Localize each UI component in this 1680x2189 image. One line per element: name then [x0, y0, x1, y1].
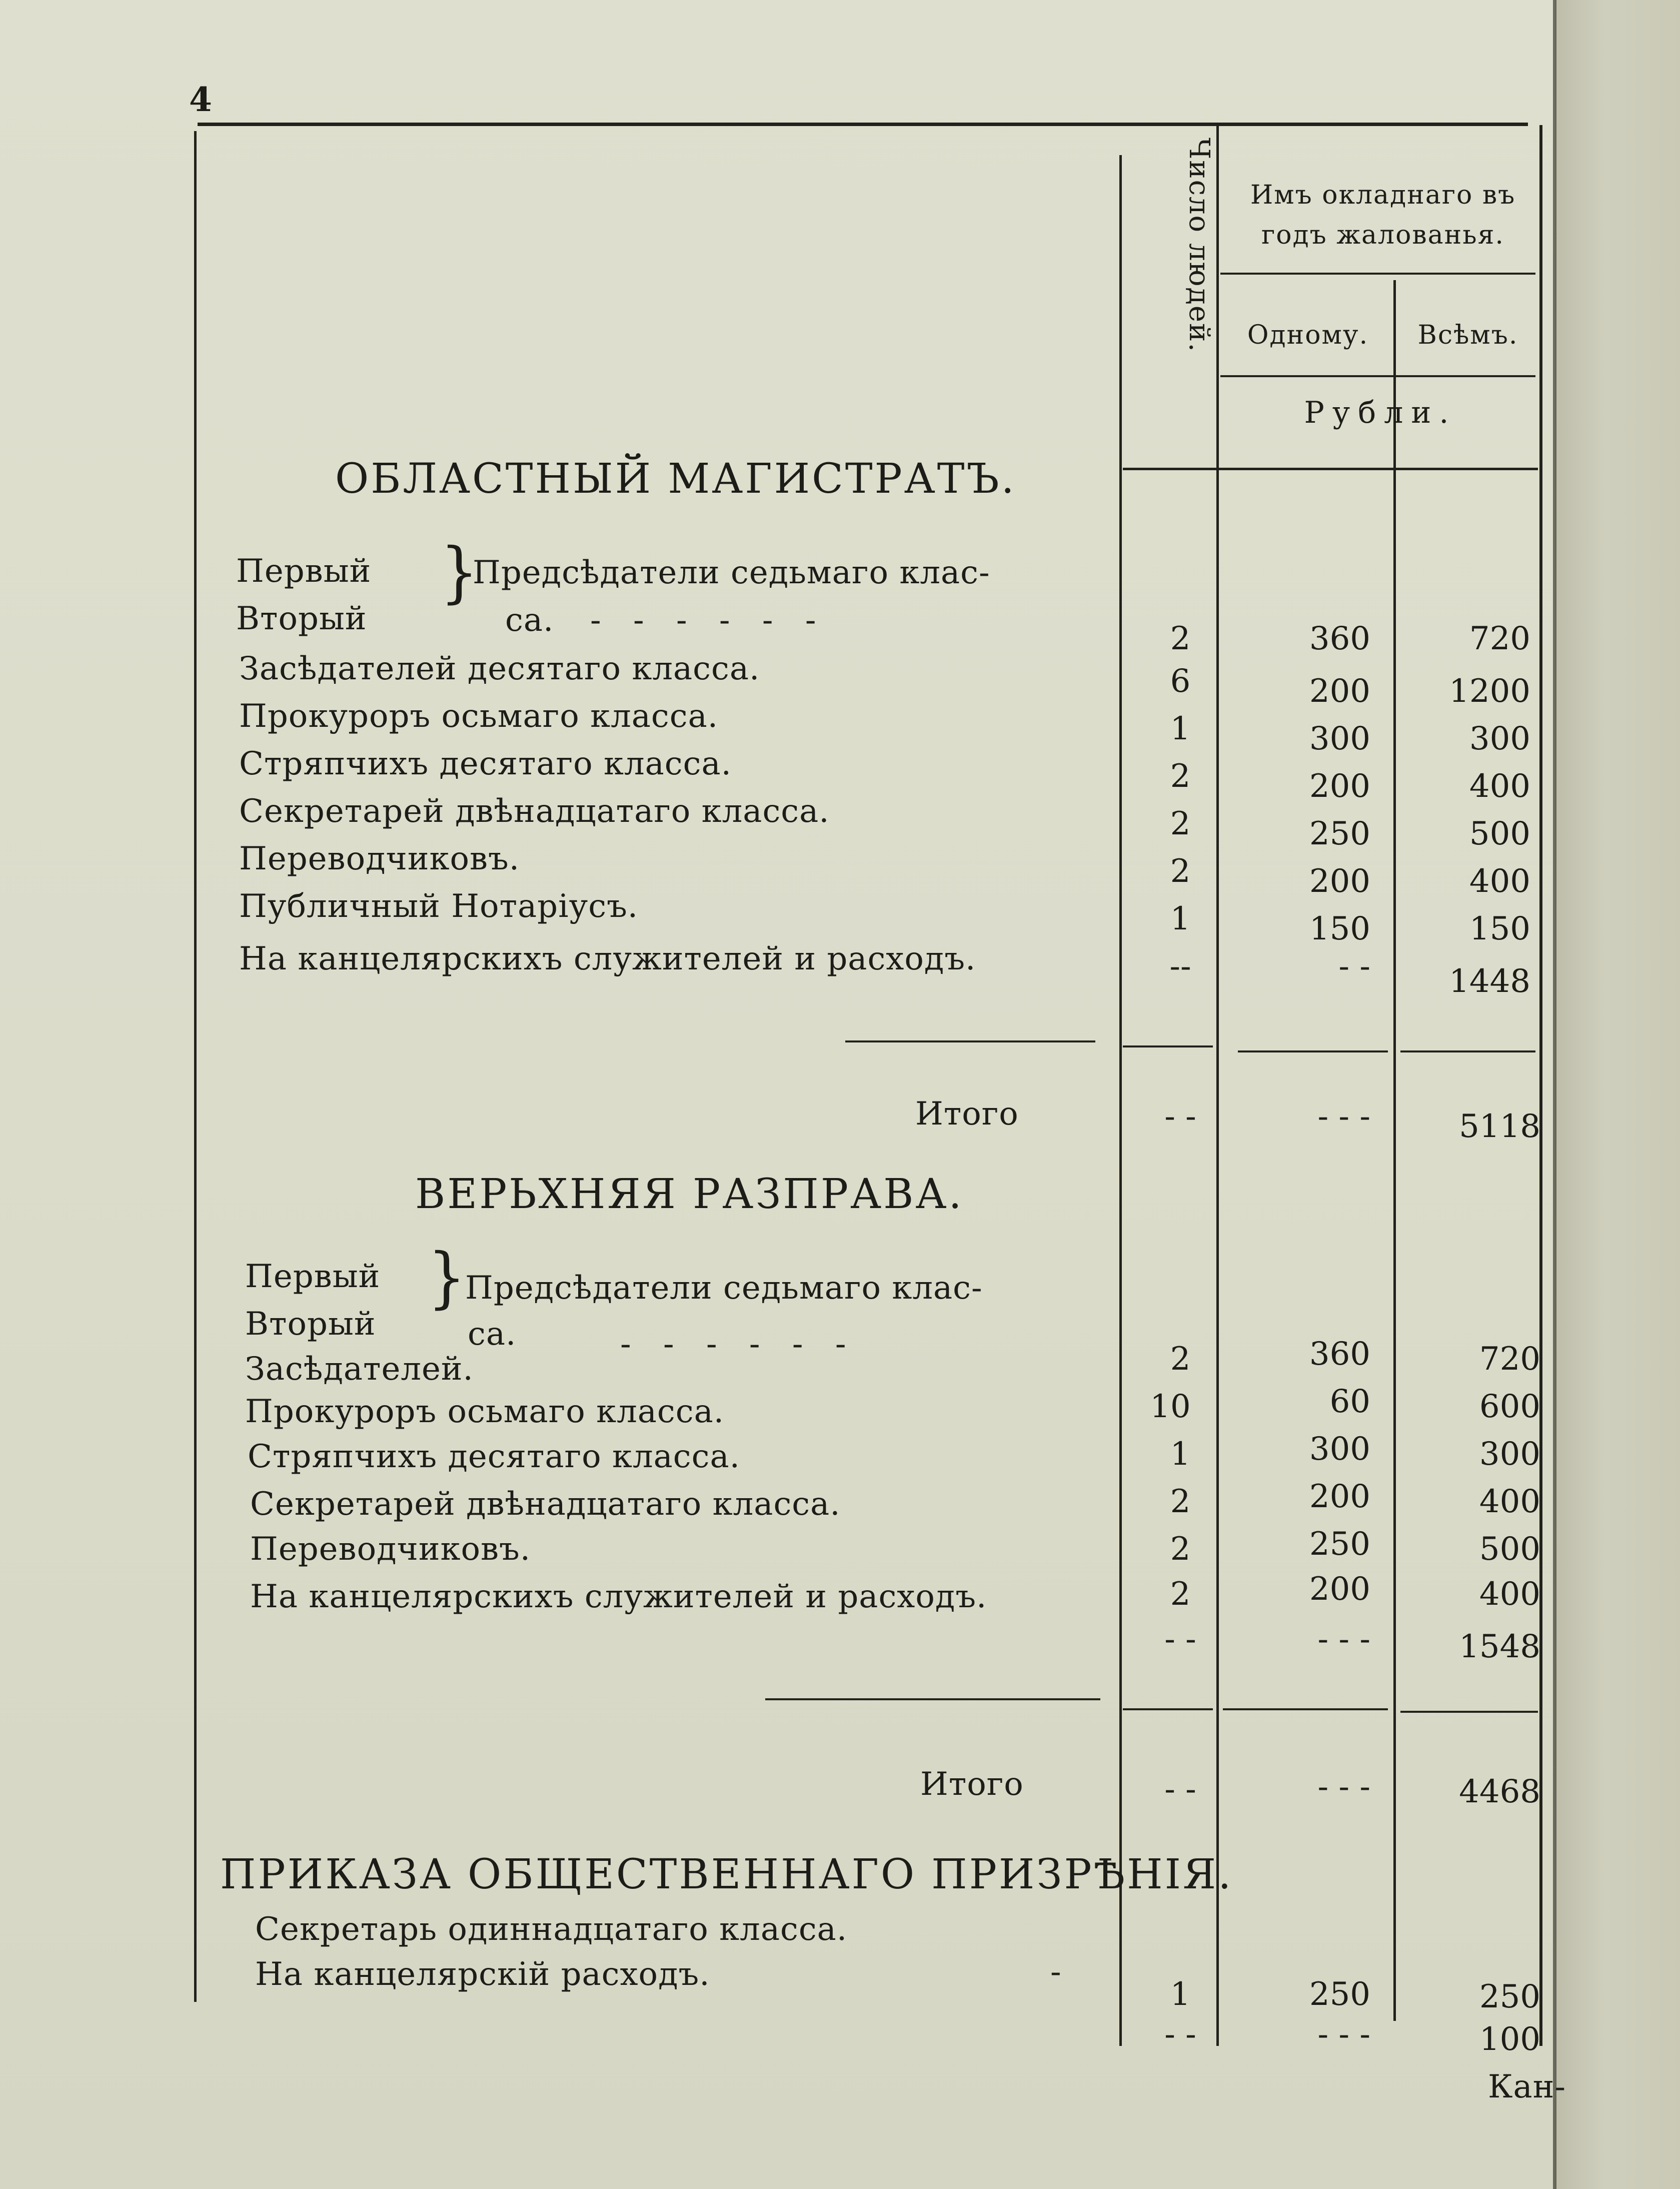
- all-cell: 1548: [1459, 1628, 1540, 1665]
- row-label: Стряпчихъ десятаго класса.: [239, 745, 732, 782]
- count-cell: 2: [1170, 1341, 1191, 1378]
- chair-second: Вторый: [245, 1306, 376, 1343]
- sum-rule: [1238, 1050, 1388, 1052]
- one-cell: 250: [1309, 1526, 1370, 1563]
- count-col-right-rule: [1216, 125, 1219, 2046]
- all-cell: 720: [1479, 1341, 1540, 1378]
- count-cell: 2: [1170, 1576, 1191, 1613]
- one-cell: 300: [1309, 1431, 1370, 1468]
- one-cell: 300: [1309, 720, 1370, 757]
- sum-rule: [765, 1698, 1100, 1700]
- all-cell: 400: [1479, 1576, 1540, 1613]
- sum-rule: [1400, 1050, 1535, 1052]
- count-cell: - -: [1164, 1098, 1196, 1135]
- chair-text: Предсѣдатели седьмаго клас-: [465, 1270, 983, 1307]
- count-cell: 2: [1170, 853, 1191, 890]
- section-title: ПРИКАЗА ОБЩЕСТВЕННАГО ПРИЗРѢНІЯ.: [220, 1851, 1233, 1898]
- header-rule-1: [1220, 273, 1535, 275]
- catchword: Кан-: [1488, 2068, 1566, 2105]
- count-cell: - -: [1164, 1621, 1196, 1658]
- one-cell: 200: [1309, 768, 1370, 805]
- all-cell: 720: [1469, 620, 1530, 657]
- count-cell: 2: [1170, 758, 1191, 795]
- row-label: На канцелярскій расходъ.: [255, 1956, 710, 1993]
- leader-dots: - - - - - -: [590, 602, 827, 639]
- count-cell: - -: [1164, 2016, 1196, 2053]
- all-header: Всѣмъ.: [1417, 320, 1518, 350]
- count-cell: 1: [1170, 1436, 1191, 1473]
- one-cell: 360: [1309, 620, 1370, 657]
- all-cell: 300: [1469, 720, 1530, 757]
- chair-first: Первый: [236, 553, 372, 590]
- row-label: Секретарь одиннадцатаго класса.: [255, 1911, 848, 1948]
- rubles-header: Рубли.: [1304, 395, 1457, 430]
- all-cell: 500: [1469, 815, 1530, 852]
- one-cell: 60: [1329, 1383, 1370, 1420]
- count-cell: --: [1169, 948, 1191, 985]
- sum-rule: [1223, 1708, 1388, 1710]
- all-cell: 400: [1469, 863, 1530, 900]
- all-cell: 250: [1479, 1978, 1540, 2015]
- one-cell: 200: [1309, 863, 1370, 900]
- count-cell: - -: [1164, 1771, 1196, 1808]
- count-cell: 2: [1170, 805, 1191, 842]
- row-label: Стряпчихъ десятаго класса.: [248, 1438, 740, 1475]
- row-label: Засѣдателей.: [245, 1351, 474, 1388]
- row-label: Секретарей двѣнадцатаго класса.: [250, 1486, 841, 1523]
- one-all-rule: [1393, 280, 1396, 2021]
- one-cell: 150: [1309, 910, 1370, 947]
- right-rule: [1539, 125, 1542, 2046]
- row-label: Переводчиковъ.: [250, 1531, 531, 1568]
- all-cell: 300: [1479, 1436, 1540, 1473]
- sum-rule: [845, 1040, 1095, 1042]
- sum-rule: [1400, 1711, 1538, 1713]
- row-label: Переводчиковъ.: [239, 840, 520, 877]
- book-spine: [1555, 0, 1680, 2189]
- row-label: На канцелярскихъ служителей и расходъ.: [239, 940, 976, 977]
- row-label: Засѣдателей десятаго класса.: [239, 650, 760, 687]
- header-rule-2: [1220, 375, 1535, 377]
- leader-dots: - - - - - -: [620, 1326, 857, 1363]
- count-cell: 1: [1170, 710, 1191, 747]
- one-cell: 200: [1309, 673, 1370, 710]
- page-number: 4: [189, 80, 212, 119]
- count-col-left-rule: [1119, 155, 1122, 2046]
- row-label: Прокуроръ осьмаго класса.: [245, 1393, 725, 1430]
- one-cell: 360: [1309, 1336, 1370, 1373]
- one-cell: 250: [1309, 1976, 1370, 2013]
- top-rule: [198, 123, 1528, 126]
- one-cell: - - -: [1317, 1768, 1370, 1805]
- count-column-header: Число людей.: [1183, 138, 1215, 353]
- one-header: Одному.: [1247, 320, 1369, 350]
- all-cell: 400: [1479, 1483, 1540, 1520]
- count-cell: 1: [1170, 900, 1191, 937]
- one-cell: - - -: [1317, 2016, 1370, 2053]
- section-title: ОБЛАСТНЫЙ МАГИСТРАТЪ.: [335, 455, 1016, 503]
- sum-rule: [1123, 1045, 1213, 1047]
- page-edge: [1553, 0, 1556, 2189]
- row-label: На канцелярскихъ служителей и расходъ.: [250, 1578, 987, 1615]
- count-cell: 1: [1170, 1976, 1191, 2013]
- one-cell: - - -: [1317, 1098, 1370, 1135]
- count-cell: 6: [1170, 663, 1191, 700]
- header-bottom-rule: [1123, 468, 1538, 470]
- chair-brace: }: [440, 534, 479, 611]
- all-cell: 1200: [1449, 673, 1530, 710]
- section-title: ВЕРЬХНЯЯ РАЗПРАВА.: [415, 1171, 964, 1218]
- sum-rule: [1123, 1708, 1213, 1710]
- chair-brace: }: [428, 1240, 466, 1316]
- one-cell: 250: [1309, 815, 1370, 852]
- row-label: Публичный Нотаріусъ.: [239, 888, 639, 925]
- count-cell: 10: [1150, 1388, 1191, 1425]
- chair-text-cont: са.: [468, 1316, 517, 1353]
- all-cell: 1448: [1449, 963, 1530, 1000]
- total-value: 5118: [1459, 1108, 1540, 1145]
- all-cell: 150: [1469, 910, 1530, 947]
- chair-second: Вторый: [236, 600, 367, 637]
- count-cell: 2: [1170, 1531, 1191, 1568]
- one-cell: 200: [1309, 1478, 1370, 1515]
- all-cell: 100: [1479, 2021, 1540, 2058]
- one-cell: 200: [1309, 1571, 1370, 1608]
- total-label: Итого: [915, 1096, 1019, 1133]
- total-label: Итого: [920, 1766, 1024, 1803]
- all-cell: 400: [1469, 768, 1530, 805]
- chair-first: Первый: [245, 1258, 381, 1295]
- row-label: Прокуроръ осьмаго класса.: [239, 698, 719, 735]
- row-label: Секретарей двѣнадцатаго класса.: [239, 793, 830, 830]
- leader-dots: -: [1050, 1953, 1072, 1990]
- left-rule: [194, 131, 197, 2002]
- all-cell: 500: [1479, 1531, 1540, 1568]
- one-cell: - - -: [1317, 1621, 1370, 1658]
- total-value: 4468: [1459, 1773, 1540, 1810]
- chair-text: Предсѣдатели седьмаго клас-: [473, 554, 990, 591]
- chair-text-cont: са.: [505, 602, 554, 639]
- count-cell: 2: [1170, 1483, 1191, 1520]
- all-cell: 600: [1479, 1388, 1540, 1425]
- count-cell: 2: [1170, 620, 1191, 657]
- one-cell: - -: [1338, 948, 1370, 985]
- salary-header: Имъ окладнаго въ годъ жалованья.: [1250, 180, 1516, 250]
